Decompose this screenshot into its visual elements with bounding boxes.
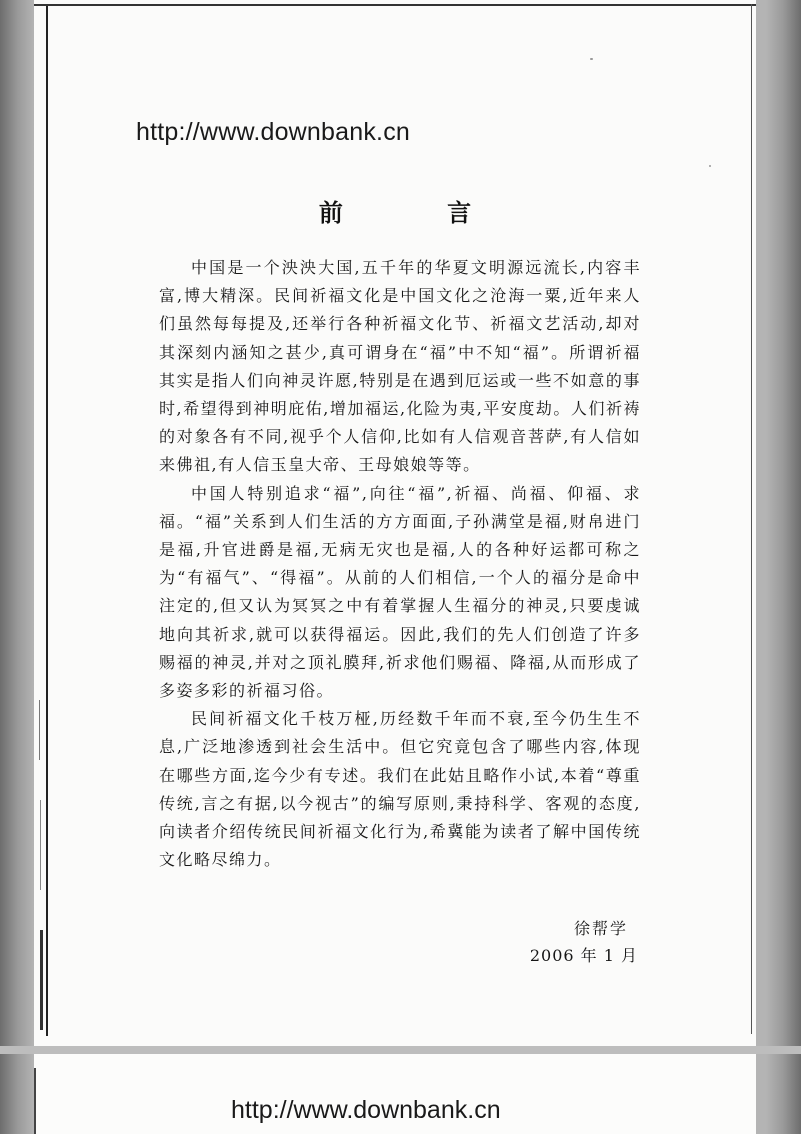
page-edge-top	[34, 4, 756, 6]
watermark-url: http://www.downbank.cn	[231, 1096, 501, 1124]
paragraph: 中国是一个泱泱大国,五千年的华夏文明源远流长,内容丰富,博大精深。民间祈福文化是中国文化之沧海一粟,近年来人们虽然每每提及,还举行各种祈福文化节、祈福文艺活动,却对其深刻内涵知之甚少,真可谓身在“福”中不知“福”。所谓祈福其实是指人们向神灵许愿,特别是在遇到厄运或一些不如意的事时,希望得到神明庇佑,增加福运,化险为夷,平安度劫。人们祈祷的对象各有不同,视乎个人信仰,比如有人信观音菩萨,有人信如来佛祖,有人信玉皇大帝、王母娘娘等等。	[159, 258, 641, 475]
author-signature: 徐帮学	[573, 919, 628, 938]
scan-mark	[40, 800, 41, 890]
paragraph: 民间祈福文化千枝万桠,历经数千年而不衰,至今仍生生不息,广泛地渗透到社会生活中。但它究竟包含了哪些内容,体现在哪些方面,迄今少有专述。我们在此姑且略作小试,本着“尊重传统,言之有据,以今视古”的编写原则,秉持科学、客观的态度,向读者介绍传统民间祈福文化行为,希冀能为读者了解中国传统文化略尽绵力。	[159, 709, 641, 870]
paragraph: 中国人特别追求“福”,向往“福”,祈福、尚福、仰福、求福。“福”关系到人们生活的方方面面,子孙满堂是福,财帛进门是福,升官进爵是福,无病无灾也是福,人的各种好运都可称之为“有福气”、“得福”。从前的人们相信,一个人的福分是命中注定的,但又认为冥冥之中有着掌握人生福分的神灵,只要虔诚地向其祈求,就可以获得福运。因此,我们的先人们创造了许多赐福的神灵,并对之顶礼膜拜,祈求他们赐福、降福,从而形成了多姿多彩的祈福习俗。	[159, 483, 641, 701]
scan-mark	[40, 930, 43, 1030]
page-edge-left	[34, 1068, 36, 1134]
scan-mark	[39, 700, 40, 760]
page-title: 前 言	[318, 199, 520, 227]
signature-date: 2006 年 1 月	[529, 946, 638, 965]
scan-speck	[709, 165, 711, 167]
document-page	[34, 0, 756, 1046]
page-gap	[0, 1046, 801, 1054]
watermark-url: http://www.downbank.cn	[136, 118, 410, 146]
page-edge-left	[46, 6, 48, 1036]
scan-speck	[590, 58, 593, 60]
body-text	[159, 254, 641, 874]
next-page	[34, 1054, 756, 1134]
page-edge-right	[751, 4, 752, 1034]
